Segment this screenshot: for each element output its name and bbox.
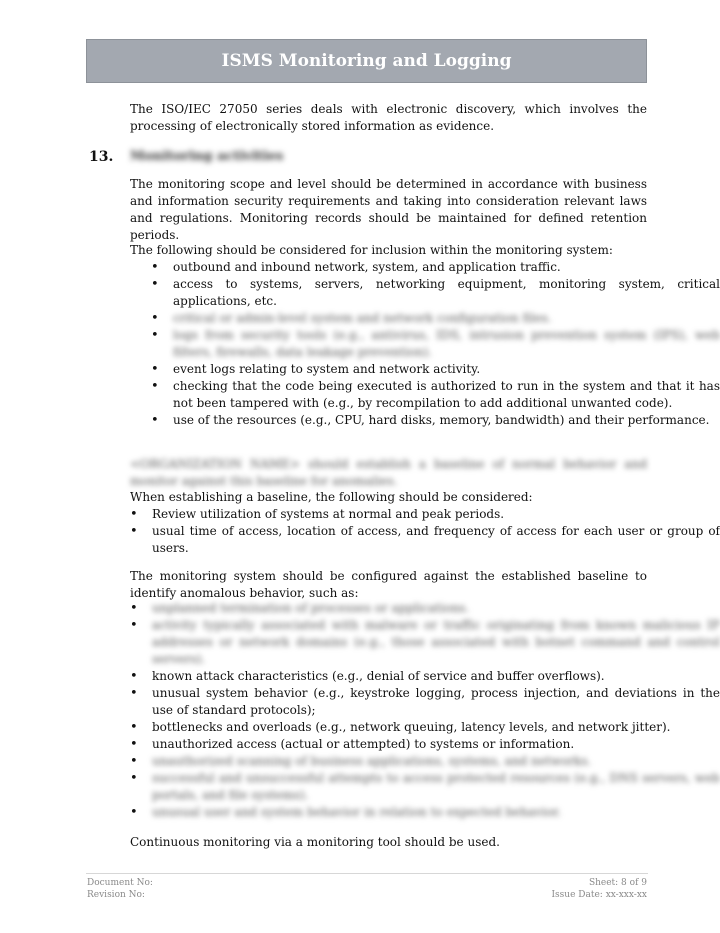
document-number: Document No:	[87, 878, 153, 888]
list-item: • critical or admin-level system and network configuration files.	[151, 311, 552, 326]
bullet-icon: •	[151, 311, 159, 326]
sheet-number: Sheet: 8 of 9	[588, 878, 647, 888]
list-item: • usual time of access, location of access, and frequency of access for each user or group of users.	[130, 524, 720, 555]
intro-paragraph: The ISO/IEC 27050 series deals with electronic discovery, which involves the processing of electronically stored information as evidence.	[130, 102, 647, 133]
list-item: • use of the resources (e.g., CPU, hard disks, memory, bandwidth) and their performance.	[151, 413, 710, 428]
footer-divider	[86, 873, 648, 874]
bullet-icon: •	[130, 524, 138, 539]
bullet-icon: •	[151, 413, 159, 428]
section-title: Monitoring activities	[130, 149, 284, 164]
issue-date: Issue Date: xx-xxx-xx	[551, 890, 647, 900]
anomalous-behavior-list	[130, 600, 720, 821]
continuous-monitoring-paragraph: Continuous monitoring via a monitoring tool should be used.	[130, 835, 500, 849]
list-item: • unauthorized access (actual or attempted) to systems or information.	[130, 737, 575, 752]
bullet-icon: •	[151, 362, 159, 377]
monitoring-scope-paragraph: The monitoring scope and level should be determined in accordance with business and information security requirements and taking into consideration relevant laws and regulations. Monitoring records should be maintained for defined retention periods.	[130, 177, 647, 242]
list-item: • logs from security tools (e.g., antivirus, IDS, intrusion prevention system (IPS), web filters, firewalls, data leakage prevention).	[151, 328, 720, 359]
list-item: • bottlenecks and overloads (e.g., network queuing, latency levels, and network jitter).	[130, 720, 671, 735]
list-item: • event logs relating to system and network activity.	[151, 362, 481, 377]
bullet-icon: •	[130, 618, 138, 633]
bullet-icon: •	[151, 277, 159, 292]
bullet-icon: •	[151, 260, 159, 275]
bullet-icon: •	[130, 720, 138, 735]
bullet-icon: •	[130, 601, 138, 616]
page-title-banner	[86, 39, 647, 83]
list-item: • known attack characteristics (e.g., denial of service and buffer overflows).	[130, 669, 605, 684]
page-title: ISMS Monitoring and Logging	[221, 51, 512, 71]
list-item: • activity typically associated with malware or traffic originating from known malicious IP addresses or network domains (e.g., those associated with botnet command and control servers).	[130, 618, 720, 666]
inclusion-intro-paragraph: The following should be considered for inclusion within the monitoring system:	[130, 243, 613, 257]
bullet-icon: •	[130, 737, 138, 752]
list-item: • successful and unsuccessful attempts to access protected resources (e.g., DNS servers, web portals, and file systems).	[130, 771, 720, 802]
baseline-paragraph: <ORGANIZATION NAME> should establish a baseline of normal behavior and monitor against this baseline for anomalies.	[130, 457, 647, 488]
list-item: • Review utilization of systems at normal and peak periods.	[130, 507, 505, 522]
baseline-list	[130, 506, 720, 557]
list-item: • checking that the code being executed is authorized to run in the system and that it has not been tampered with (e.g., by recompilation to add additional unwanted code).	[151, 379, 720, 410]
list-item: • unplanned termination of processes or applications.	[130, 601, 470, 616]
list-item: • unusual user and system behavior in relation to expected behavior.	[130, 805, 562, 820]
list-item: • unauthorized scanning of business applications, systems, and networks.	[130, 754, 592, 769]
bullet-icon: •	[130, 754, 138, 769]
bullet-icon: •	[151, 328, 159, 343]
anomalous-behavior-paragraph: The monitoring system should be configured against the established baseline to identify anomalous behavior, such as:	[130, 569, 647, 600]
bullet-icon: •	[130, 771, 138, 786]
bullet-icon: •	[130, 686, 138, 701]
list-item: • access to systems, servers, networking equipment, monitoring system, critical applications, etc.	[151, 277, 720, 308]
list-item: • unusual system behavior (e.g., keystroke logging, process injection, and deviations in the use of standard protocols);	[130, 686, 720, 717]
baseline-intro-paragraph: When establishing a baseline, the following should be considered:	[130, 490, 533, 504]
monitoring-inclusion-list	[151, 259, 720, 429]
list-item: • outbound and inbound network, system, and application traffic.	[151, 260, 561, 275]
revision-number: Revision No:	[87, 890, 145, 900]
section-number: 13.	[89, 149, 114, 165]
bullet-icon: •	[130, 669, 138, 684]
bullet-icon: •	[151, 379, 159, 394]
bullet-icon: •	[130, 507, 138, 522]
bullet-icon: •	[130, 805, 138, 820]
